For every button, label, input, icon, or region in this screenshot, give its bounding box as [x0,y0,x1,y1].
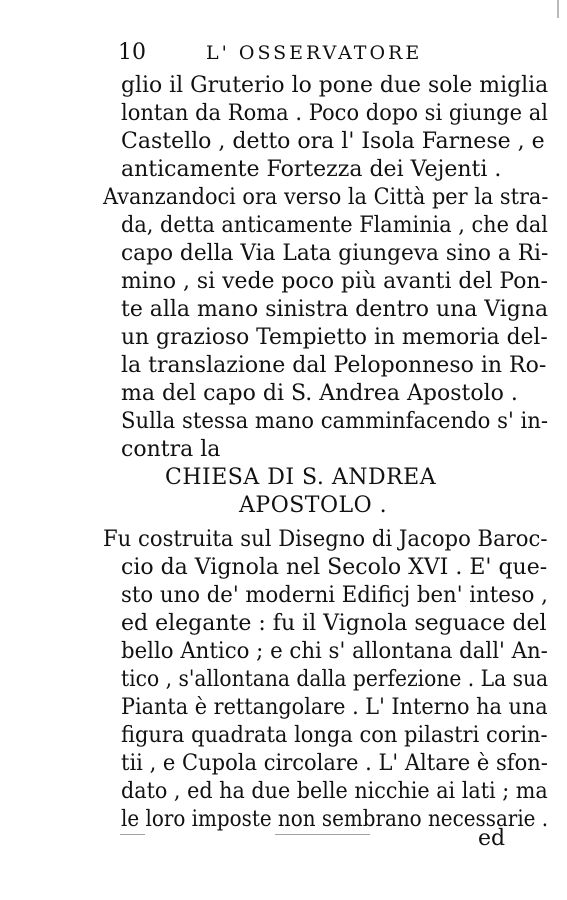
text-line: Avanzandoci ora verso la Città per la stra- [103,185,549,210]
text-line: Castello , detto ora l' Isola Farnese , e [121,129,545,154]
text-line: mino , si vede poco più avanti del Pon- [121,269,548,294]
text-line: te alla mano sinistra dentro una Vigna [121,297,549,322]
text-line: ed elegante : fu il Vignola seguace del [121,611,547,636]
catchword: ed [478,826,506,851]
print-smudge [120,834,145,835]
text-line: la translazione dal Peloponneso in Ro- [121,353,547,378]
edge-mark [557,0,559,18]
running-head: L' OSSERVATORE [206,42,423,64]
text-line: glio il Gruterio lo pone due sole miglia [121,73,549,98]
text-line: cio da Vignola nel Secolo XVI . E' que- [121,555,548,580]
text-line: capo della Via Lata giungeva sino a Ri- [121,241,549,266]
text-line: Sulla stessa mano camminfacendo s' in- [121,409,549,434]
heading-line-2: APOSTOLO . [239,493,388,518]
text-line: da, detta anticamente Flaminia , che dal [121,213,548,238]
print-smudge [275,834,370,835]
text-line: le loro imposte non sembrano necessarie . [121,807,549,832]
text-line: figura quadrata longa con pilastri corin- [121,723,548,748]
text-line: ma del capo di S. Andrea Apostolo . [121,381,518,406]
text-line: tico , s'allontana dalla perfezione . La sua [121,667,549,692]
text-line: dato , ed ha due belle nicchie ai lati ; ma [121,779,548,804]
text-line: lontan da Roma . Poco dopo si giunge al [121,101,548,126]
text-line: un grazioso Tempietto in memoria del- [121,325,548,350]
text-line: contra la [121,437,221,462]
text-line: anticamente Fortezza dei Vejenti . [121,157,502,182]
text-line: tii , e Cupola circolare . L' Altare è sfon- [121,751,548,776]
heading-line-1: CHIESA DI S. ANDREA [165,465,437,490]
text-line: bello Antico ; e chi s' allontana dall' An- [121,639,548,664]
text-line: Fu costruita sul Disegno di Jacopo Baroc- [103,527,548,552]
page-header [118,38,518,68]
text-line: sto uno de' moderni Edificj ben' inteso , [121,583,548,608]
page-number: 10 [118,40,146,65]
text-line: Pianta è rettangolare . L' Interno ha una [121,695,548,720]
